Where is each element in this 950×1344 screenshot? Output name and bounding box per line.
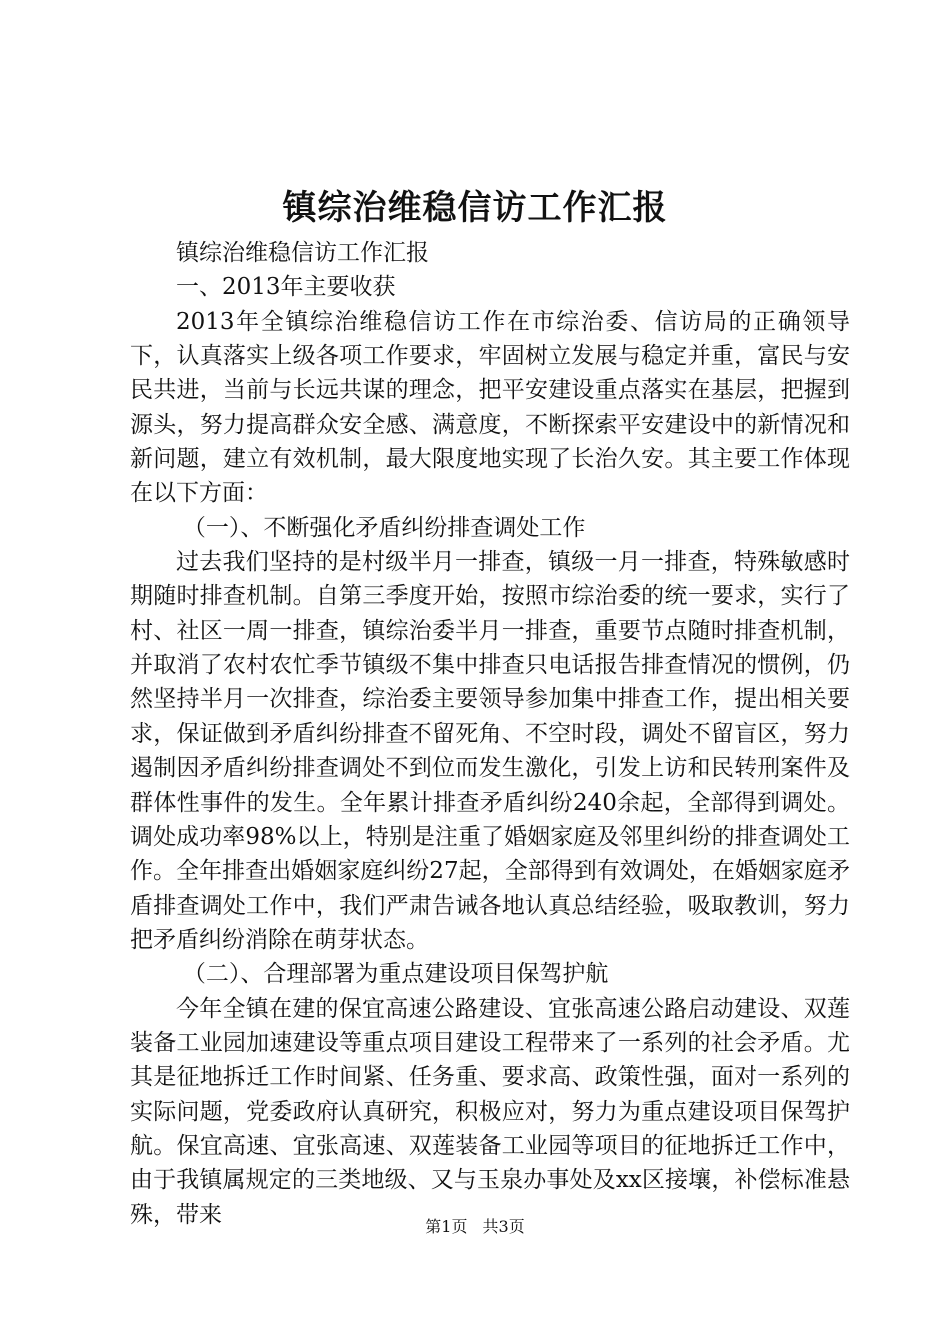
section-heading-main-achievements: 一、2013年主要收获 <box>176 274 396 301</box>
page-number: 第1页 <box>425 1217 468 1236</box>
paragraph-intro-heading: 镇综治维稳信访工作汇报 <box>176 240 429 266</box>
subsection-heading-dispute-resolution: （一）、不断强化矛盾纠纷排查调处工作 <box>182 514 586 541</box>
document-body <box>130 236 850 1232</box>
subsection-heading-key-projects: （二）、合理部署为重点建设项目保驾护航 <box>182 961 609 988</box>
paragraph-overview: 2013年全镇综治维稳信访工作在市综治委、信访局的正确领导下，认真落实上级各项工作要求，牢固树立发展与稳定并重，富民与安民共进，当前与长远共谋的理念，把平安建设重点落实在基层，把握到源头，努力提高群众安全感、满意度，不断探索平安建设中的新情况和新问题，建立有效机制，最大限度地实现了长治久安。其主要工作体现在以下方面： <box>130 308 850 507</box>
page-total: 共3页 <box>482 1217 525 1236</box>
paragraph-key-projects: 今年全镇在建的保宜高速公路建设、宜张高速公路启动建设、双莲装备工业园加速建设等重点项目建设工程带来了一系列的社会矛盾。尤其是征地拆迁工作时间紧、任务重、要求高、政策性强，面对一系列的实际问题，党委政府认真研究，积极应对，努力为重点建设项目保驾护航。保宜高速、宜张高速、双莲装备工业园等项目的征地拆迁工作中，由于我镇属规定的三类地级、又与玉泉办事处及xx区接壤，补偿标准悬殊，带来 <box>130 995 850 1228</box>
paragraph-dispute-resolution: 过去我们坚持的是村级半月一排查，镇级一月一排查，特殊敏感时期随时排查机制。自第三季度开始，按照市综治委的统一要求，实行了村、社区一周一排查，镇综治委半月一排查，重要节点随时排查机制，并取消了农村农忙季节镇级不集中排查只电话报告排查情况的惯例，仍然坚持半月一次排查，综治委主要领导参加集中排查工作，提出相关要求，保证做到矛盾纠纷排查不留死角、不空时段，调处不留盲区，努力遏制因矛盾纠纷排查调处不到位而发生激化，引发上访和民转刑案件及群体性事件的发生。全年累计排查矛盾纠纷240余起，全部得到调处。调处成功率98%以上，特别是注重了婚姻家庭及邻里纠纷的排查调处工作。全年排查出婚姻家庭纠纷27起，全部得到有效调处，在婚姻家庭矛盾排查调处工作中，我们严肃告诫各地认真总结经验，吸取教训，努力把矛盾纠纷消除在萌芽状态。 <box>130 549 850 953</box>
page-footer <box>0 1216 950 1238</box>
document-title: 镇综治维稳信访工作汇报 <box>282 188 668 228</box>
